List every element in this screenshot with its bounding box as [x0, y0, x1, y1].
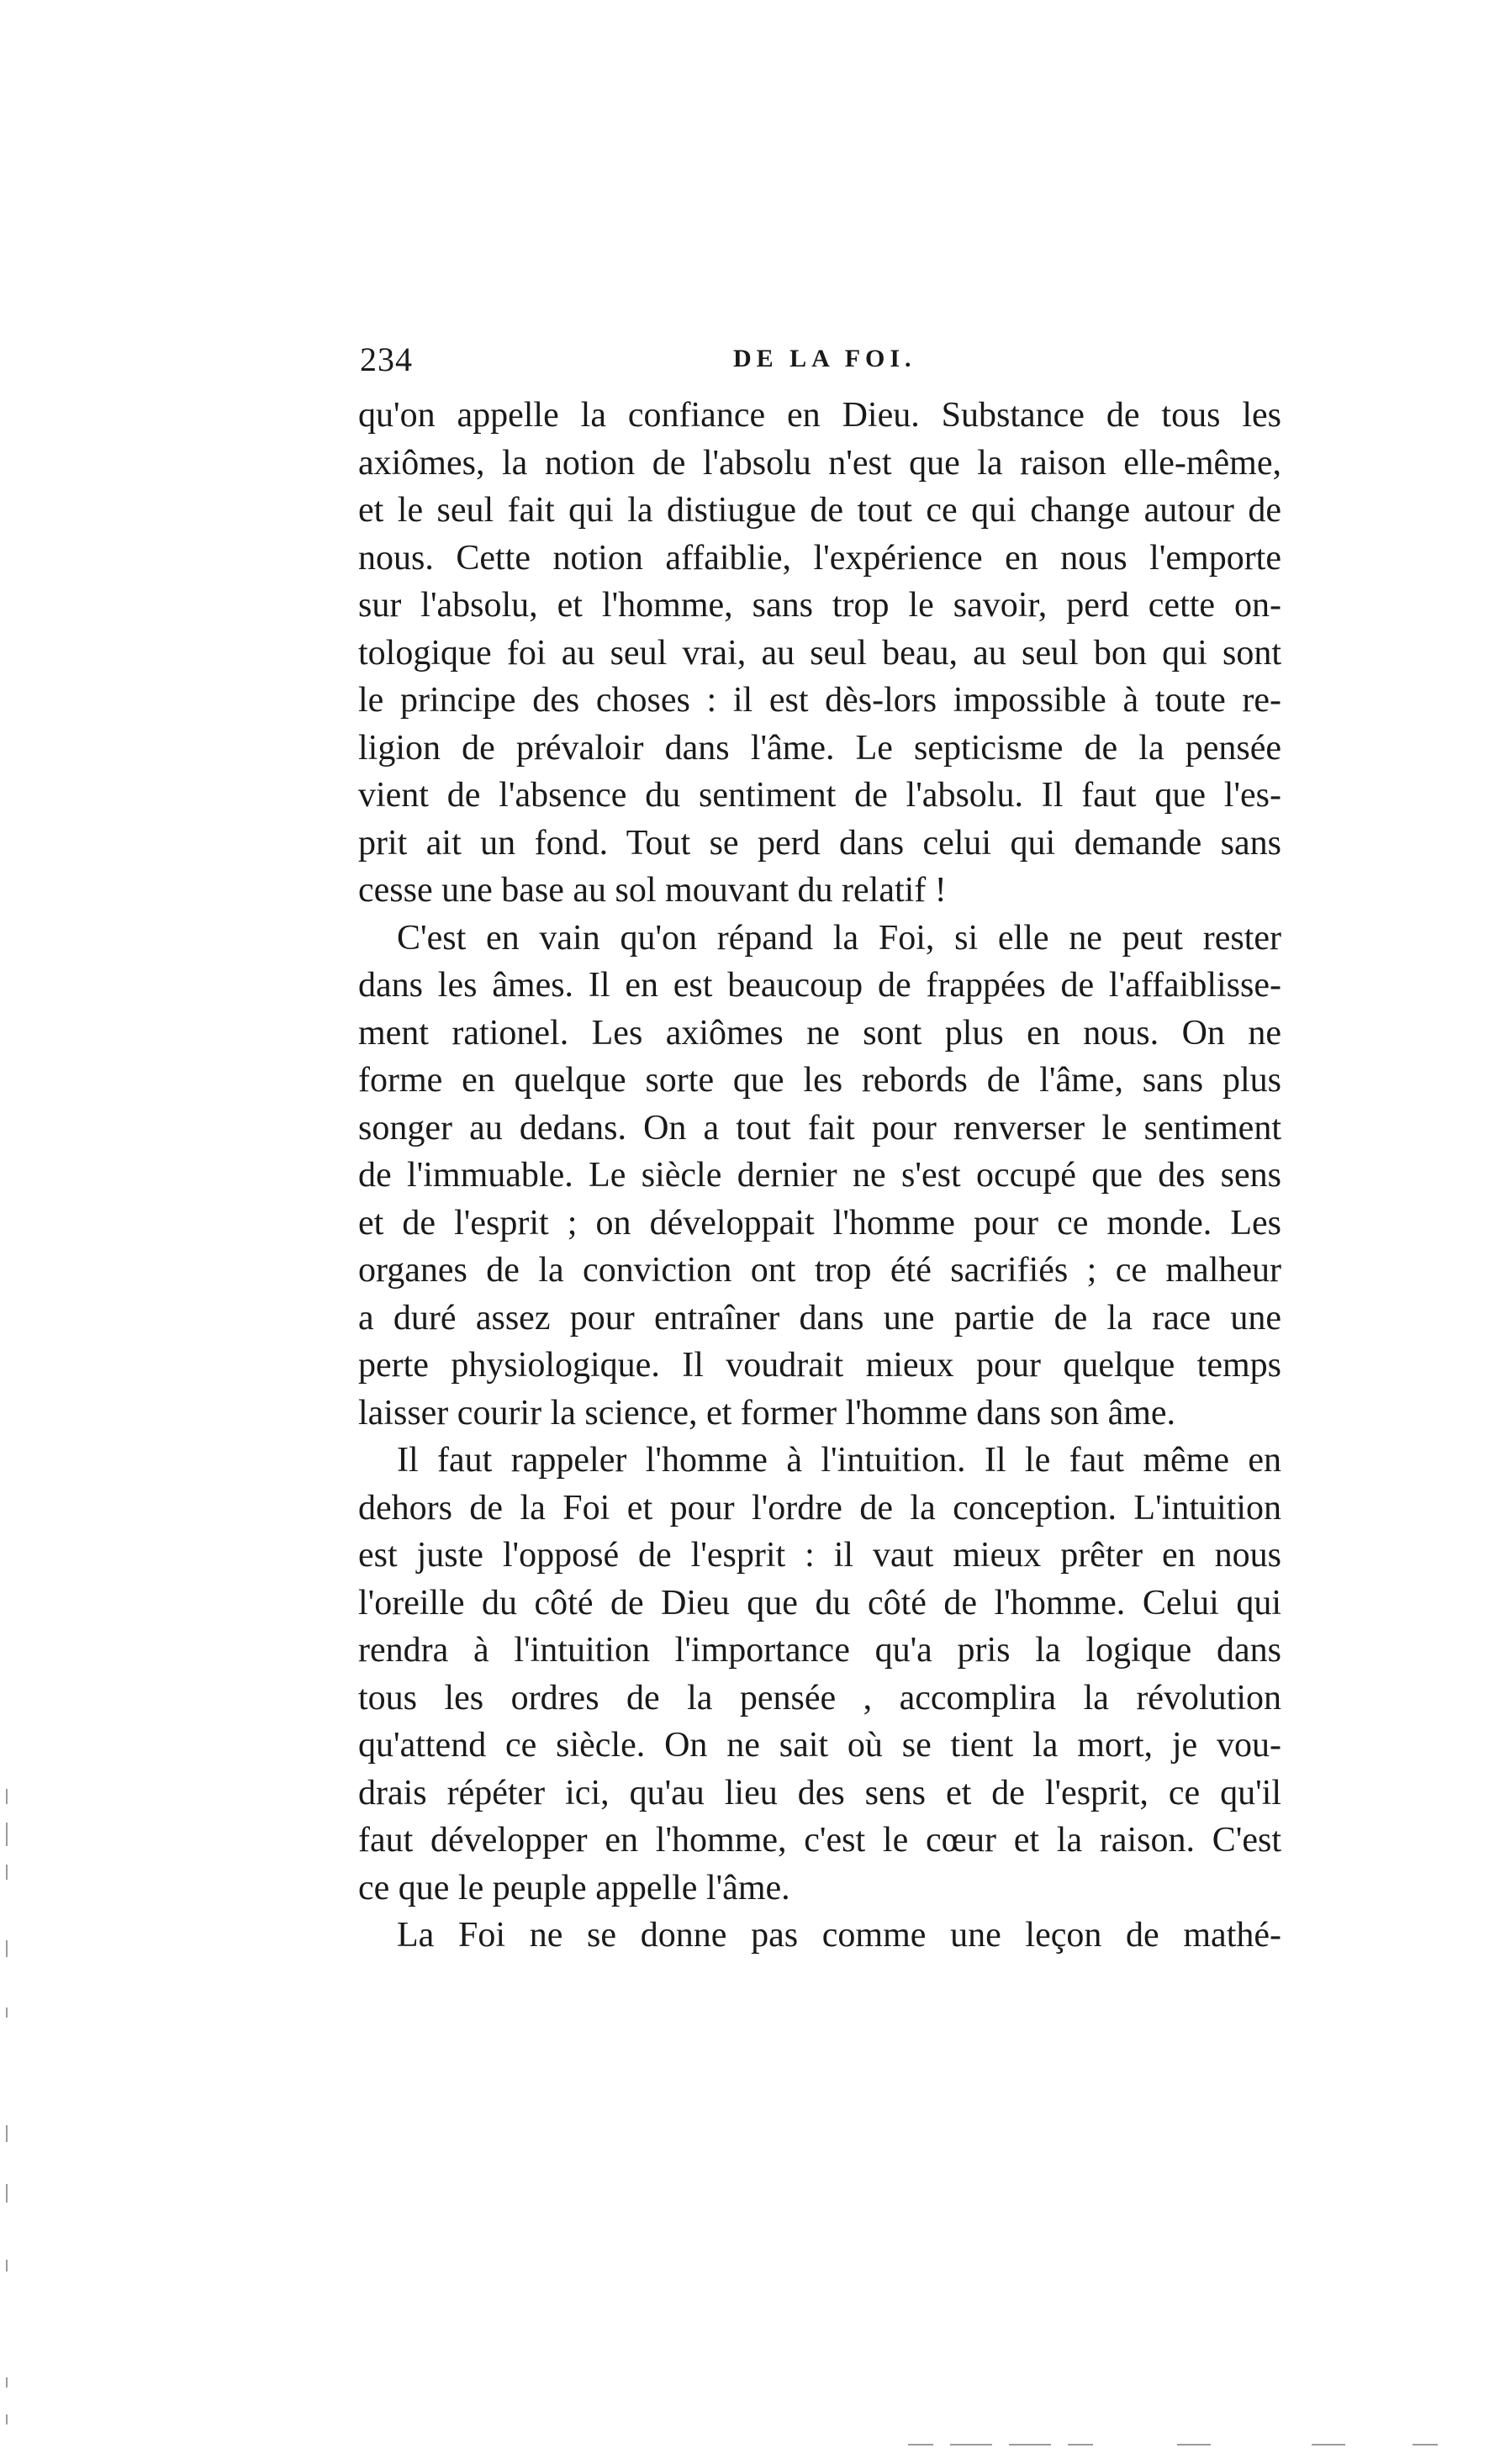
- text-line: qu'on appelle la confiance en Dieu. Substance de tous les: [358, 396, 1281, 435]
- text-line: drais répéter ici, qu'au lieu des sens et de l'esprit, ce qu'il: [358, 1773, 1281, 1812]
- text-line: rendra à l'intuition l'importance qu'a pris la logique dans: [358, 1631, 1281, 1670]
- text-line: Il faut rappeler l'homme à l'intuition. Il le faut même en: [397, 1441, 1281, 1480]
- page-number: 234: [360, 340, 413, 378]
- text-line: de l'immuable. Le siècle dernier ne s'est occupé que des sens: [358, 1156, 1281, 1195]
- text-line: l'oreille du côté de Dieu que du côté de l'homme. Celui qui: [358, 1583, 1281, 1622]
- text-line: dans les âmes. Il en est beaucoup de frappées de l'affaiblisse-: [358, 966, 1281, 1005]
- text-line: axiômes, la notion de l'absolu n'est que la raison elle-même,: [358, 443, 1281, 483]
- body-text: [358, 392, 1281, 1960]
- text-line: prit ait un fond. Tout se perd dans celui qui demande sans: [358, 823, 1281, 863]
- text-line: est juste l'opposé de l'esprit : il vaut mieux prêter en nous: [358, 1536, 1281, 1575]
- text-line: et de l'esprit ; on développait l'homme pour ce monde. Les: [358, 1203, 1281, 1243]
- running-title: DE LA FOI.: [733, 345, 916, 372]
- text-line: forme en quelque sorte que les rebords de l'âme, sans plus: [358, 1061, 1281, 1100]
- text-line: tologique foi au seul vrai, au seul beau, au seul bon qui sont: [358, 633, 1281, 673]
- text-line: cesse une base au sol mouvant du relatif !: [358, 871, 947, 910]
- text-line: ligion de prévaloir dans l'âme. Le septicisme de la pensée: [358, 728, 1281, 768]
- text-line: ce que le peuple appelle l'âme.: [358, 1868, 790, 1907]
- text-line: perte physiologique. Il voudrait mieux pour quelque temps: [358, 1346, 1281, 1385]
- text-line: tous les ordres de la pensée , accomplira la révolution: [358, 1678, 1281, 1717]
- text-line: qu'attend ce siècle. On ne sait où se tient la mort, je vou-: [358, 1726, 1281, 1765]
- text-line: C'est en vain qu'on répand la Foi, si elle ne peut rester: [397, 918, 1281, 958]
- text-line: laisser courir la science, et former l'homme dans son âme.: [358, 1393, 1176, 1432]
- text-line: nous. Cette notion affaiblie, l'expérience en nous l'emporte: [358, 538, 1281, 578]
- text-line: vient de l'absence du sentiment de l'absolu. Il faut que l'es-: [358, 776, 1281, 815]
- text-line: organes de la conviction ont trop été sacrifiés ; ce malheur: [358, 1251, 1281, 1290]
- text-line: a duré assez pour entraîner dans une partie de la race une: [358, 1298, 1281, 1338]
- text-line: sur l'absolu, et l'homme, sans trop le savoir, perd cette on-: [358, 586, 1281, 625]
- text-line: le principe des choses : il est dès-lors impossible à toute re-: [358, 681, 1281, 720]
- text-line: dehors de la Foi et pour l'ordre de la conception. L'intuition: [358, 1488, 1281, 1527]
- text-line: et le seul fait qui la distiugue de tout ce qui change autour de: [358, 491, 1281, 530]
- text-line: La Foi ne se donne pas comme une leçon de mathé-: [397, 1916, 1281, 1955]
- text-line: faut développer en l'homme, c'est le cœur et la raison. C'est: [358, 1821, 1281, 1860]
- running-head: [360, 340, 1285, 387]
- text-line: ment rationel. Les axiômes ne sont plus en nous. On ne: [358, 1013, 1281, 1053]
- text-line: songer au dedans. On a tout fait pour renverser le sentiment: [358, 1108, 1281, 1148]
